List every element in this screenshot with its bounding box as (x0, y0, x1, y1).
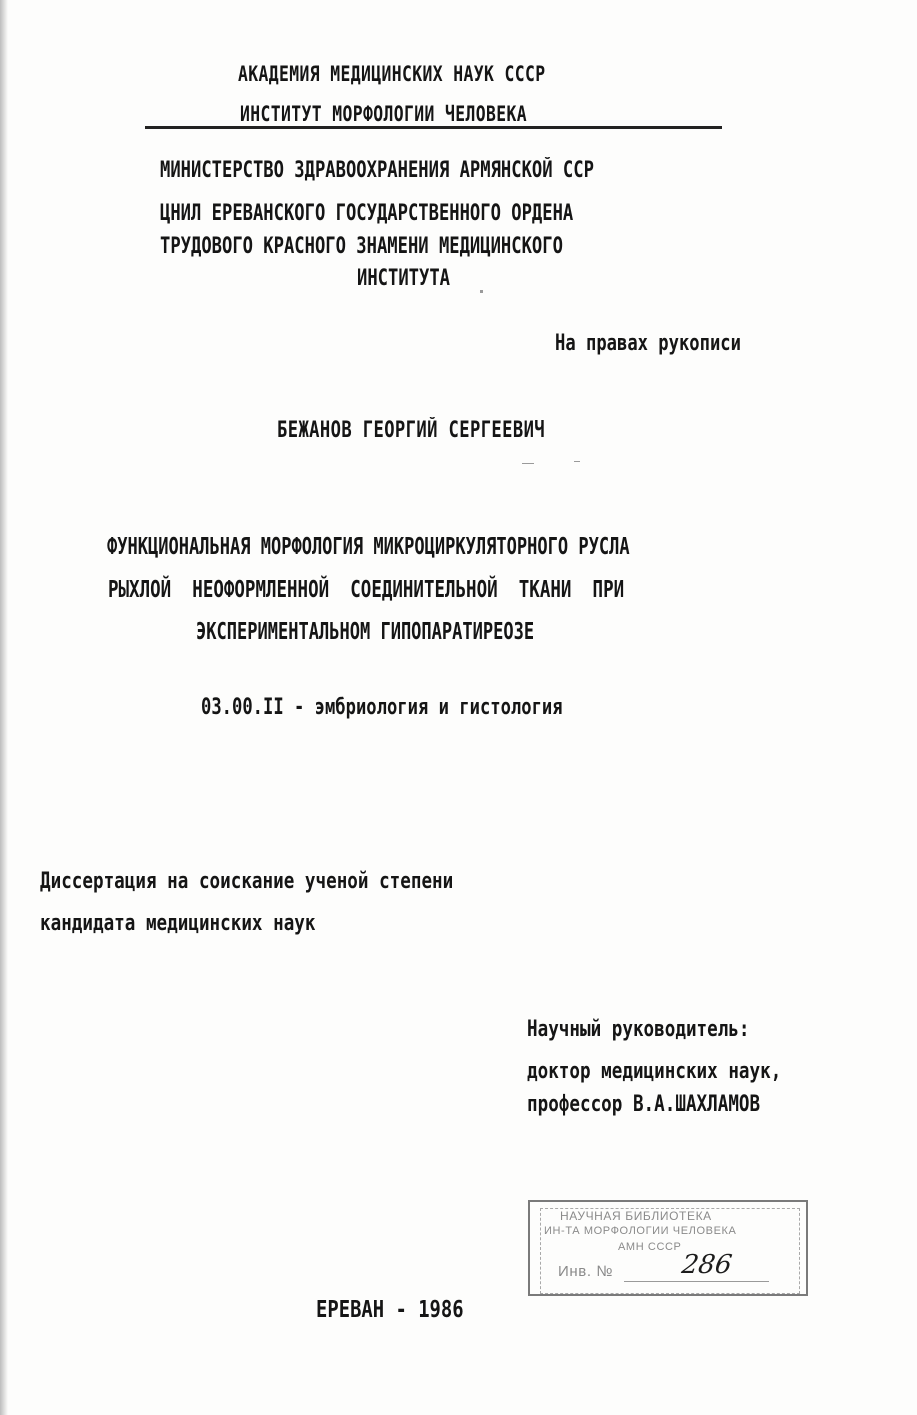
institute-heading: ИНСТИТУТ МОРФОЛОГИИ ЧЕЛОВЕКА (240, 102, 528, 126)
specialty-code: 03.00.II - эмбриология и гистология (201, 695, 563, 720)
author-name: БЕЖАНОВ ГЕОРГИЙ СЕРГЕЕВИЧ (277, 418, 546, 443)
stamp-inventory-underline (624, 1281, 769, 1282)
lab-heading-line-2: ТРУДОВОГО КРАСНОГО ЗНАМЕНИ МЕДИЦИНСКОГО (160, 234, 563, 259)
manuscript-rights-note: На правах рукописи (555, 331, 741, 356)
degree-statement-line-2: кандидата медицинских наук (40, 911, 316, 936)
supervisor-label: Научный руководитель: (527, 1017, 750, 1042)
stamp-library-name: НАУЧНАЯ БИБЛИОТЕКА (560, 1209, 712, 1223)
stamp-academy-name: АМН СССР (618, 1241, 682, 1253)
thesis-title-line-1: ФУНКЦИОНАЛЬНАЯ МОРФОЛОГИЯ МИКРОЦИРКУЛЯТОРНОГО РУСЛА (107, 534, 630, 560)
thesis-title-line-2: РЫХЛОЙ НЕОФОРМЛЕННОЙ СОЕДИНИТЕЛЬНОЙ ТКАНИ ПРИ (108, 577, 625, 603)
heading-underline (145, 126, 722, 129)
stamp-inventory-label: Инв. № (558, 1263, 614, 1280)
library-stamp (528, 1200, 808, 1296)
thesis-title-line-3: ЭКСПЕРИМЕНТАЛЬНОМ ГИПОПАРАТИРЕОЗЕ (196, 619, 535, 645)
academy-heading: АКАДЕМИЯ МЕДИЦИНСКИХ НАУК СССР (238, 62, 546, 86)
lab-heading-line-1: ЦНИЛ ЕРЕВАНСКОГО ГОСУДАРСТВЕННОГО ОРДЕНА (160, 201, 574, 226)
handwritten-inventory-number: 286 (679, 1250, 734, 1280)
supervisor-name: профессор В.А.ШАХЛАМОВ (527, 1092, 761, 1117)
lab-heading-line-3: ИНСТИТУТА (357, 266, 450, 291)
supervisor-degree: доктор медицинских наук, (527, 1059, 782, 1084)
city-year: ЕРЕВАН - 1986 (316, 1297, 464, 1323)
degree-statement-line-1: Диссертация на соискание ученой степени (40, 869, 454, 894)
stamp-institute-name: ИН-ТА МОРФОЛОГИИ ЧЕЛОВЕКА (544, 1225, 737, 1237)
scan-speck (574, 461, 580, 462)
scan-speck (480, 290, 483, 293)
scan-speck (522, 463, 534, 464)
scan-edge-shadow (0, 0, 8, 1415)
ministry-heading: МИНИСТЕРСТВО ЗДРАВООХРАНЕНИЯ АРМЯНСКОЙ ССР (160, 158, 594, 183)
